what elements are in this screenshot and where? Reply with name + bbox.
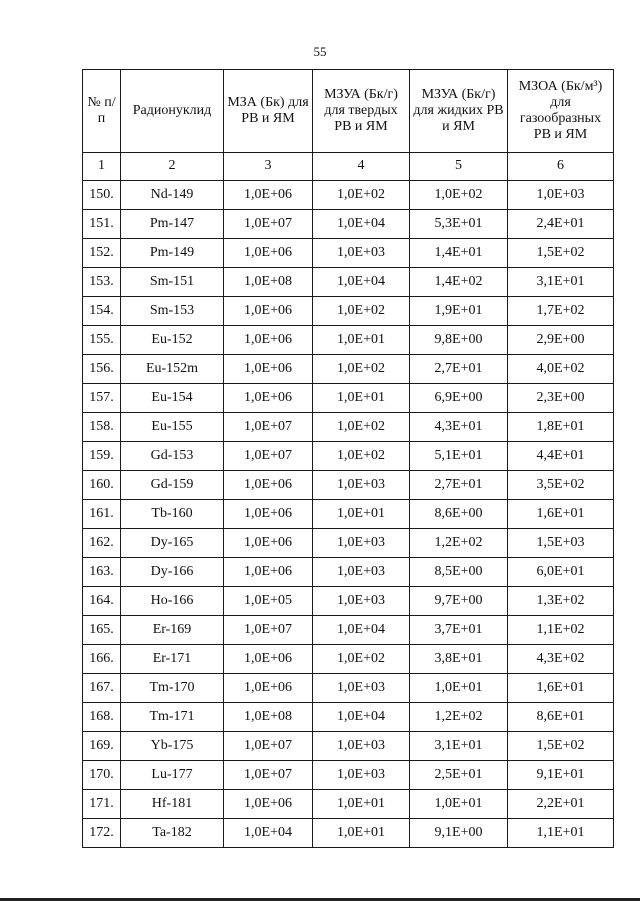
table-row — [83, 529, 614, 558]
mza-value: 1,0E+06 — [224, 181, 313, 210]
mzoa-gas-value: 1,1E+02 — [508, 616, 614, 645]
mzoa-gas-value: 9,1E+01 — [508, 761, 614, 790]
mza-value: 1,0E+06 — [224, 674, 313, 703]
mza-value: 1,0E+06 — [224, 326, 313, 355]
table-row — [83, 181, 614, 210]
mza-value: 1,0E+06 — [224, 355, 313, 384]
mzua-solid-value: 1,0E+03 — [313, 239, 410, 268]
row-number: 166. — [83, 645, 121, 674]
table-row — [83, 558, 614, 587]
mzoa-gas-value: 1,5E+03 — [508, 529, 614, 558]
mzoa-gas-value: 1,5E+02 — [508, 732, 614, 761]
mzua-liquid-value: 1,0E+02 — [410, 181, 508, 210]
mzua-liquid-value: 5,1E+01 — [410, 442, 508, 471]
row-number: 155. — [83, 326, 121, 355]
mzua-liquid-value: 1,2E+02 — [410, 703, 508, 732]
mzua-solid-value: 1,0E+02 — [313, 413, 410, 442]
mzua-liquid-value: 9,8E+00 — [410, 326, 508, 355]
radionuclide: Er-171 — [121, 645, 224, 674]
mzua-liquid-value: 3,8E+01 — [410, 645, 508, 674]
header-number: № п/п — [83, 70, 121, 153]
radionuclide: Eu-152m — [121, 355, 224, 384]
mzua-solid-value: 1,0E+04 — [313, 210, 410, 239]
mzua-liquid-value: 6,9E+00 — [410, 384, 508, 413]
mzua-solid-value: 1,0E+03 — [313, 732, 410, 761]
table-row — [83, 210, 614, 239]
row-number: 168. — [83, 703, 121, 732]
mzoa-gas-value: 1,0E+03 — [508, 181, 614, 210]
table-row — [83, 587, 614, 616]
radionuclide: Ta-182 — [121, 819, 224, 848]
mza-value: 1,0E+06 — [224, 239, 313, 268]
radionuclide: Dy-166 — [121, 558, 224, 587]
mzoa-gas-value: 2,3E+00 — [508, 384, 614, 413]
table-row — [83, 645, 614, 674]
column-number: 1 — [83, 153, 121, 181]
mzua-solid-value: 1,0E+02 — [313, 297, 410, 326]
mzoa-gas-value: 1,1E+01 — [508, 819, 614, 848]
mzoa-gas-value: 1,7E+02 — [508, 297, 614, 326]
table-row — [83, 732, 614, 761]
row-number: 172. — [83, 819, 121, 848]
mza-value: 1,0E+07 — [224, 210, 313, 239]
mzua-liquid-value: 8,5E+00 — [410, 558, 508, 587]
column-number: 2 — [121, 153, 224, 181]
table-body — [83, 181, 614, 848]
table-row — [83, 500, 614, 529]
column-number: 5 — [410, 153, 508, 181]
row-number: 165. — [83, 616, 121, 645]
radionuclide: Dy-165 — [121, 529, 224, 558]
mzua-solid-value: 1,0E+01 — [313, 384, 410, 413]
mzua-solid-value: 1,0E+02 — [313, 181, 410, 210]
table-row — [83, 355, 614, 384]
row-number: 151. — [83, 210, 121, 239]
radionuclide: Sm-151 — [121, 268, 224, 297]
mzua-solid-value: 1,0E+01 — [313, 819, 410, 848]
row-number: 153. — [83, 268, 121, 297]
radionuclide: Sm-153 — [121, 297, 224, 326]
mzoa-gas-value: 2,2E+01 — [508, 790, 614, 819]
mzua-solid-value: 1,0E+02 — [313, 645, 410, 674]
radionuclide: Nd-149 — [121, 181, 224, 210]
mza-value: 1,0E+06 — [224, 645, 313, 674]
table-row — [83, 384, 614, 413]
mzua-liquid-value: 3,7E+01 — [410, 616, 508, 645]
mza-value: 1,0E+07 — [224, 616, 313, 645]
row-number: 167. — [83, 674, 121, 703]
mzoa-gas-value: 4,0E+02 — [508, 355, 614, 384]
mzua-solid-value: 1,0E+02 — [313, 355, 410, 384]
mzua-solid-value: 1,0E+04 — [313, 616, 410, 645]
mzua-liquid-value: 1,0E+01 — [410, 674, 508, 703]
mzoa-gas-value: 3,1E+01 — [508, 268, 614, 297]
header-mzoa-gas: МЗОА (Бк/м³) для газообразных РВ и ЯМ — [508, 70, 614, 153]
table-row — [83, 268, 614, 297]
row-number: 160. — [83, 471, 121, 500]
mza-value: 1,0E+08 — [224, 703, 313, 732]
header-mza: МЗА (Бк) для РВ и ЯМ — [224, 70, 313, 153]
row-number: 164. — [83, 587, 121, 616]
mzua-solid-value: 1,0E+01 — [313, 500, 410, 529]
mza-value: 1,0E+06 — [224, 297, 313, 326]
mzua-liquid-value: 5,3E+01 — [410, 210, 508, 239]
mzoa-gas-value: 2,9E+00 — [508, 326, 614, 355]
mzoa-gas-value: 3,5E+02 — [508, 471, 614, 500]
radionuclide: Tm-171 — [121, 703, 224, 732]
row-number: 157. — [83, 384, 121, 413]
mzua-liquid-value: 1,0E+01 — [410, 790, 508, 819]
row-number: 169. — [83, 732, 121, 761]
mzua-solid-value: 1,0E+04 — [313, 703, 410, 732]
radionuclide: Gd-153 — [121, 442, 224, 471]
mzua-liquid-value: 2,7E+01 — [410, 471, 508, 500]
radionuclide: Tb-160 — [121, 500, 224, 529]
mzoa-gas-value: 1,8E+01 — [508, 413, 614, 442]
radionuclide: Eu-152 — [121, 326, 224, 355]
mzua-solid-value: 1,0E+04 — [313, 268, 410, 297]
table-row — [83, 674, 614, 703]
mzoa-gas-value: 1,6E+01 — [508, 674, 614, 703]
row-number: 171. — [83, 790, 121, 819]
row-number: 161. — [83, 500, 121, 529]
row-number: 152. — [83, 239, 121, 268]
row-number: 170. — [83, 761, 121, 790]
mzua-liquid-value: 9,7E+00 — [410, 587, 508, 616]
mzua-solid-value: 1,0E+03 — [313, 471, 410, 500]
table-row — [83, 790, 614, 819]
mza-value: 1,0E+08 — [224, 268, 313, 297]
mzua-liquid-value: 4,3E+01 — [410, 413, 508, 442]
mza-value: 1,0E+07 — [224, 442, 313, 471]
radionuclide: Eu-155 — [121, 413, 224, 442]
table-row — [83, 761, 614, 790]
mzoa-gas-value: 2,4E+01 — [508, 210, 614, 239]
mzua-liquid-value: 2,7E+01 — [410, 355, 508, 384]
mzua-solid-value: 1,0E+01 — [313, 326, 410, 355]
radionuclide: Lu-177 — [121, 761, 224, 790]
mzua-liquid-value: 3,1E+01 — [410, 732, 508, 761]
mzoa-gas-value: 6,0E+01 — [508, 558, 614, 587]
table-row — [83, 819, 614, 848]
mza-value: 1,0E+07 — [224, 413, 313, 442]
mza-value: 1,0E+06 — [224, 790, 313, 819]
mza-value: 1,0E+05 — [224, 587, 313, 616]
mzoa-gas-value: 1,5E+02 — [508, 239, 614, 268]
mzua-solid-value: 1,0E+03 — [313, 558, 410, 587]
radionuclide: Yb-175 — [121, 732, 224, 761]
mza-value: 1,0E+06 — [224, 500, 313, 529]
row-number: 150. — [83, 181, 121, 210]
table-row — [83, 616, 614, 645]
mzua-solid-value: 1,0E+03 — [313, 674, 410, 703]
row-number: 154. — [83, 297, 121, 326]
mzua-liquid-value: 1,2E+02 — [410, 529, 508, 558]
mzua-solid-value: 1,0E+03 — [313, 761, 410, 790]
table-row — [83, 471, 614, 500]
mza-value: 1,0E+04 — [224, 819, 313, 848]
column-number: 4 — [313, 153, 410, 181]
mzua-solid-value: 1,0E+02 — [313, 442, 410, 471]
mza-value: 1,0E+06 — [224, 471, 313, 500]
column-number-row — [83, 153, 614, 181]
mzua-liquid-value: 1,4E+01 — [410, 239, 508, 268]
mzoa-gas-value: 1,3E+02 — [508, 587, 614, 616]
mza-value: 1,0E+06 — [224, 558, 313, 587]
column-number: 6 — [508, 153, 614, 181]
row-number: 158. — [83, 413, 121, 442]
mzua-liquid-value: 9,1E+00 — [410, 819, 508, 848]
mzua-liquid-value: 2,5E+01 — [410, 761, 508, 790]
table-row — [83, 297, 614, 326]
mzua-solid-value: 1,0E+03 — [313, 587, 410, 616]
mza-value: 1,0E+07 — [224, 761, 313, 790]
mzoa-gas-value: 8,6E+01 — [508, 703, 614, 732]
radionuclide: Er-169 — [121, 616, 224, 645]
radionuclide: Eu-154 — [121, 384, 224, 413]
radionuclide: Tm-170 — [121, 674, 224, 703]
mzua-solid-value: 1,0E+03 — [313, 529, 410, 558]
mzua-liquid-value: 1,9E+01 — [410, 297, 508, 326]
mzoa-gas-value: 4,4E+01 — [508, 442, 614, 471]
header-mzua-solid: МЗУА (Бк/г) для твердых РВ и ЯМ — [313, 70, 410, 153]
radionuclide: Hf-181 — [121, 790, 224, 819]
row-number: 162. — [83, 529, 121, 558]
table-row — [83, 239, 614, 268]
table-row — [83, 413, 614, 442]
radionuclide: Pm-149 — [121, 239, 224, 268]
header-row — [83, 70, 614, 153]
row-number: 163. — [83, 558, 121, 587]
mzua-liquid-value: 8,6E+00 — [410, 500, 508, 529]
table-row — [83, 326, 614, 355]
column-number: 3 — [224, 153, 313, 181]
row-number: 159. — [83, 442, 121, 471]
radionuclide: Pm-147 — [121, 210, 224, 239]
mza-value: 1,0E+07 — [224, 732, 313, 761]
mzua-liquid-value: 1,4E+02 — [410, 268, 508, 297]
mzoa-gas-value: 1,6E+01 — [508, 500, 614, 529]
mza-value: 1,0E+06 — [224, 384, 313, 413]
table-row — [83, 703, 614, 732]
radionuclide-table — [82, 69, 614, 848]
page-number: 55 — [313, 44, 327, 59]
header-radionuclide: Радионуклид — [121, 70, 224, 153]
mzoa-gas-value: 4,3E+02 — [508, 645, 614, 674]
radionuclide: Gd-159 — [121, 471, 224, 500]
mzua-solid-value: 1,0E+01 — [313, 790, 410, 819]
header-mzua-liquid: МЗУА (Бк/г) для жидких РВ и ЯМ — [410, 70, 508, 153]
table-row — [83, 442, 614, 471]
mza-value: 1,0E+06 — [224, 529, 313, 558]
row-number: 156. — [83, 355, 121, 384]
radionuclide: Ho-166 — [121, 587, 224, 616]
